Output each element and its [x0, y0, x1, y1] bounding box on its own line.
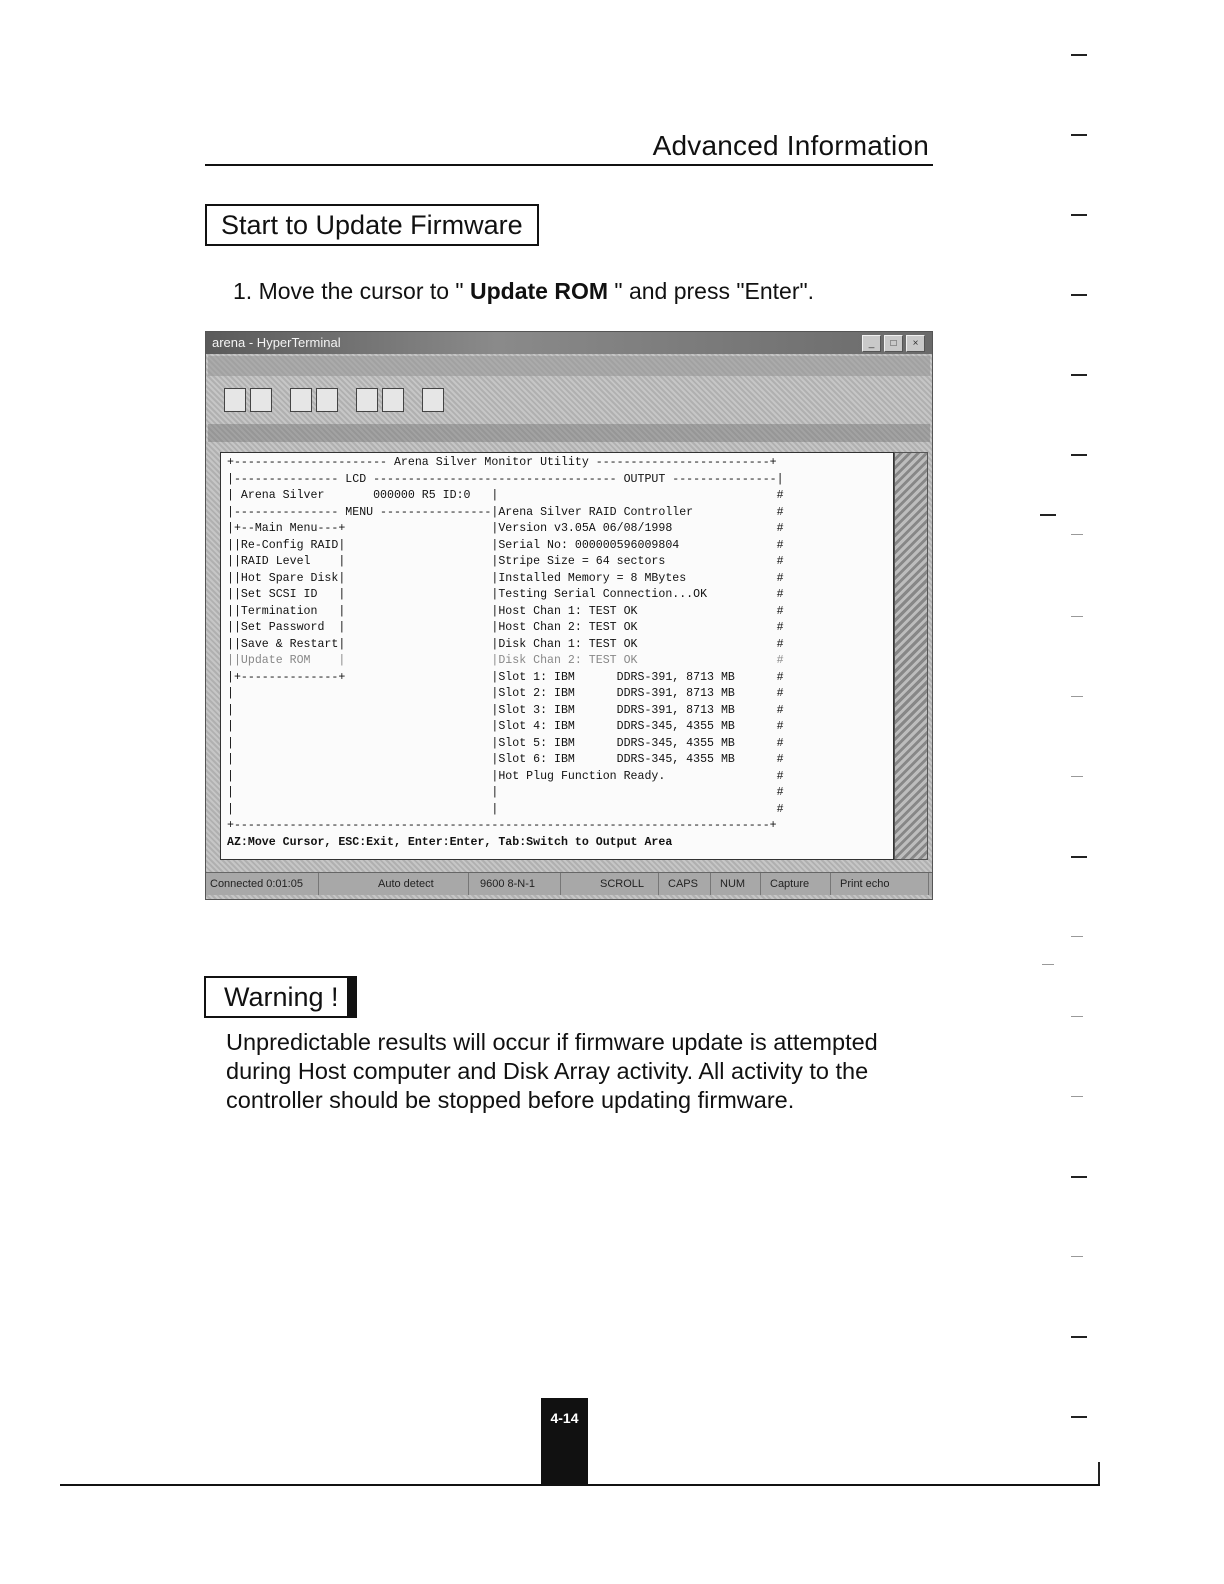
warning-title: Warning !	[224, 982, 339, 1012]
status-capture: Capture	[766, 873, 831, 895]
margin-tick	[1071, 374, 1087, 376]
terminal-line: ||Save & Restart| |Disk Chan 1: TEST OK #	[227, 637, 784, 651]
minimize-button[interactable]: _	[862, 335, 881, 352]
status-bar	[206, 872, 932, 895]
terminal-line: ||Hot Spare Disk| |Installed Memory = 8 MBytes #	[227, 571, 784, 585]
margin-tick	[1042, 964, 1054, 965]
new-icon[interactable]	[224, 388, 246, 412]
window-title-bar	[206, 332, 932, 354]
status-settings: 9600 8-N-1	[476, 873, 561, 895]
banner-bar	[208, 424, 930, 442]
page-title: Advanced Information	[652, 130, 929, 161]
menu-bar	[208, 356, 930, 376]
terminal-line: | | #	[227, 802, 784, 816]
margin-tick	[1071, 936, 1083, 937]
step-text-before: Move the cursor to "	[258, 278, 464, 304]
step-instruction	[233, 278, 814, 305]
margin-tick	[1071, 1176, 1087, 1178]
maximize-button[interactable]: □	[884, 335, 903, 352]
terminal-line: | |Hot Plug Function Ready. #	[227, 769, 784, 783]
margin-tick	[1071, 134, 1087, 136]
terminal-line: ||Termination | |Host Chan 1: TEST OK #	[227, 604, 784, 618]
terminal-line: ||RAID Level | |Stripe Size = 64 sectors #	[227, 555, 784, 568]
warning-text: Unpredictable results will occur if firmware update is attempted during Host computer and Disk Array activity. All activity to the controller should be stopped before updating firmware.	[226, 1029, 878, 1113]
terminal-line: | |Slot 2: IBM DDRS-391, 8713 MB #	[227, 687, 784, 700]
status-num: NUM	[716, 873, 761, 895]
margin-tick	[1071, 1016, 1083, 1017]
terminal-line: | Arena Silver 000000 R5 ID:0 | #	[227, 489, 784, 502]
terminal-line: +-----------------------------------------------------------------------------+	[227, 819, 777, 832]
margin-tick	[1071, 54, 1087, 56]
terminal-line: ||Re-Config RAID| |Serial No: 000000596009804 #	[227, 538, 784, 552]
margin-tick	[1071, 534, 1083, 535]
margin-tick	[1071, 214, 1087, 216]
terminal-line: ||Set SCSI ID | |Testing Serial Connection...OK #	[227, 588, 784, 601]
step-highlight: Update ROM	[463, 278, 615, 304]
section-title: Start to Update Firmware	[221, 210, 523, 240]
status-scroll: SCROLL	[596, 873, 659, 895]
terminal-screen[interactable]	[220, 452, 894, 860]
terminal-line: +---------------------- Arena Silver Monitor Utility -------------------------+	[227, 456, 777, 469]
status-connected: Connected 0:01:05	[206, 873, 319, 895]
margin-tick	[1071, 856, 1087, 858]
terminal-line: | |Slot 6: IBM DDRS-345, 4355 MB #	[227, 753, 784, 766]
status-print-echo: Print echo	[836, 873, 929, 895]
terminal-line: | |Slot 3: IBM DDRS-391, 8713 MB #	[227, 703, 784, 717]
receive-icon[interactable]	[382, 388, 404, 412]
margin-tick	[1040, 514, 1056, 516]
footer-end-mark	[1098, 1462, 1100, 1484]
page-header	[205, 128, 933, 166]
margin-tick	[1071, 776, 1083, 777]
margin-tick	[1071, 294, 1087, 296]
close-button[interactable]: ×	[906, 335, 925, 352]
page-number: 4-14	[541, 1398, 588, 1486]
margin-tick	[1071, 1336, 1087, 1338]
terminal-line: |+--Main Menu---+ |Version v3.05A 06/08/1998 #	[227, 522, 784, 535]
margin-tick	[1071, 1416, 1087, 1418]
hyperterminal-window	[205, 331, 933, 900]
terminal-line: | |Slot 5: IBM DDRS-345, 4355 MB #	[227, 736, 784, 750]
terminal-line: |+--------------+ |Slot 1: IBM DDRS-391, 8713 MB #	[227, 670, 784, 684]
margin-tick	[1071, 1096, 1083, 1097]
margin-tick	[1071, 454, 1087, 456]
terminal-line-selected[interactable]: ||Update ROM | |Disk Chan 2: TEST OK #	[227, 654, 784, 667]
margin-tick	[1071, 696, 1083, 697]
step-number: 1.	[233, 278, 253, 304]
footer-rule	[60, 1484, 1100, 1486]
window-title: arena - HyperTerminal	[212, 335, 341, 350]
terminal-line: |--------------- MENU ----------------|Arena Silver RAID Controller #	[227, 505, 784, 519]
open-icon[interactable]	[250, 388, 272, 412]
properties-icon[interactable]	[422, 388, 444, 412]
disconnect-icon[interactable]	[316, 388, 338, 412]
margin-tick	[1071, 616, 1083, 617]
terminal-line: |--------------- LCD ----------------------------------- OUTPUT ---------------|	[227, 472, 784, 486]
status-caps: CAPS	[664, 873, 711, 895]
phone-icon[interactable]	[290, 388, 312, 412]
section-title-box	[205, 204, 539, 246]
terminal-line: | |Slot 4: IBM DDRS-345, 4355 MB #	[227, 720, 784, 733]
scrollbar[interactable]	[894, 452, 928, 860]
margin-tick	[1071, 1256, 1083, 1257]
status-detect: Auto detect	[374, 873, 469, 895]
step-text-after: " and press "Enter".	[614, 278, 815, 304]
terminal-line: ||Set Password | |Host Chan 2: TEST OK #	[227, 621, 784, 634]
send-icon[interactable]	[356, 388, 378, 412]
toolbar	[208, 378, 930, 422]
terminal-line: | | #	[227, 786, 784, 799]
terminal-help-line: AZ:Move Cursor, ESC:Exit, Enter:Enter, Tab:Switch to Output Area	[227, 835, 673, 849]
warning-title-box	[204, 976, 357, 1018]
